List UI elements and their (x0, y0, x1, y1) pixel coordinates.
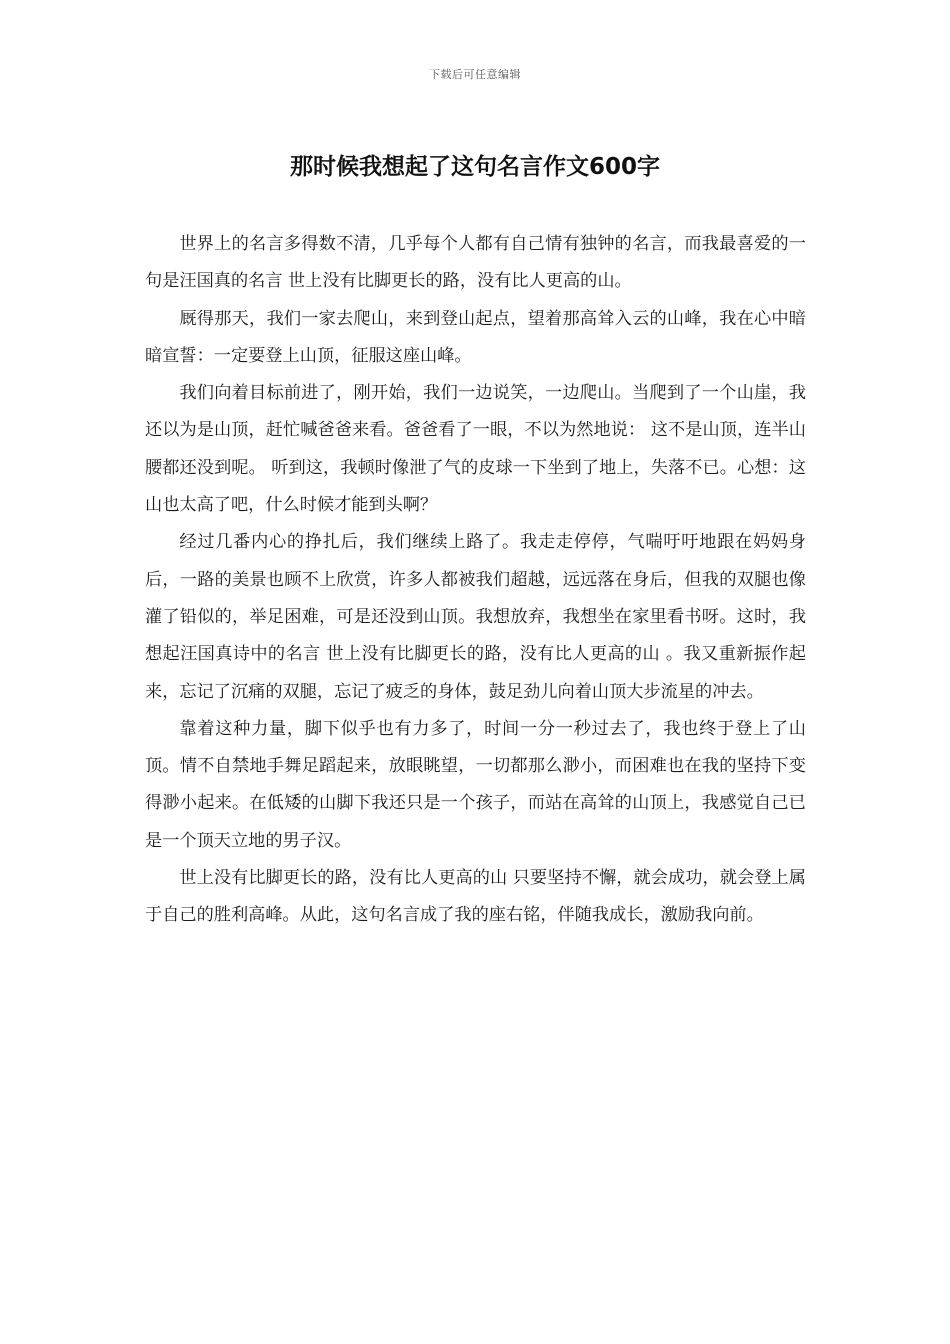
paragraph: 我们向着目标前进了，刚开始，我们一边说笑，一边爬山。当爬到了一个山崖，我还以为是山顶，赶忙喊爸爸来看。爸爸看了一眼，不以为然地说： 这不是山顶，连半山腰都还没到呢。 听到这，我顿时像泄了气的皮球一下坐到了地上，失落不已。心想：这山也太高了吧，什么时候才能到头啊？ (145, 383, 806, 516)
paragraph: 经过几番内心的挣扎后，我们继续上路了。我走走停停，气喘吁吁地跟在妈妈身后，一路的美景也顾不上欣赏，许多人都被我们超越，远远落在身后，但我的双腿也像灌了铅似的，举足困难，可是还没到山顶。我想放弃，我想坐在家里看书呀。这时，我想起汪国真诗中的名言 世上没有比脚更长的路，没有比人更高的山 。我又重新振作起来，忘记了沉痛的双腿，忘记了疲乏的身体，鼓足劲儿向着山顶大步流星的冲去。 (145, 532, 806, 702)
paragraph: 靠着这种力量，脚下似乎也有力多了，时间一分一秒过去了，我也终于登上了山顶。情不自禁地手舞足蹈起来，放眼眺望，一切都那么渺小，而困难也在我的坚持下变得渺小起来。在低矮的山脚下我还只是一个孩子，而站在高耸的山顶上，我感觉自己已是一个顶天立地的男子汉。 (145, 718, 806, 851)
document-title: 那时候我想起了这句名言作文600字 (289, 154, 660, 180)
paragraph: 世上没有比脚更长的路，没有比人更高的山 只要坚持不懈，就会成功，就会登上属于自己的胜利高峰。从此，这句名言成了我的座右铭，伴随我成长，激励我向前。 (145, 868, 806, 926)
header-note: 下载后可任意编辑 (429, 68, 521, 81)
paragraph: 厩得那天，我们一家去爬山，来到登山起点，望着那高耸入云的山峰，我在心中暗暗宣誓：一定要登上山顶，征服这座山峰。 (145, 308, 806, 366)
paragraph: 世界上的名言多得数不清，几乎每个人都有自己情有独钟的名言，而我最喜爱的一句是汪国真的名言 世上没有比脚更长的路，没有比人更高的山。 (145, 234, 806, 292)
document-body (145, 226, 806, 935)
